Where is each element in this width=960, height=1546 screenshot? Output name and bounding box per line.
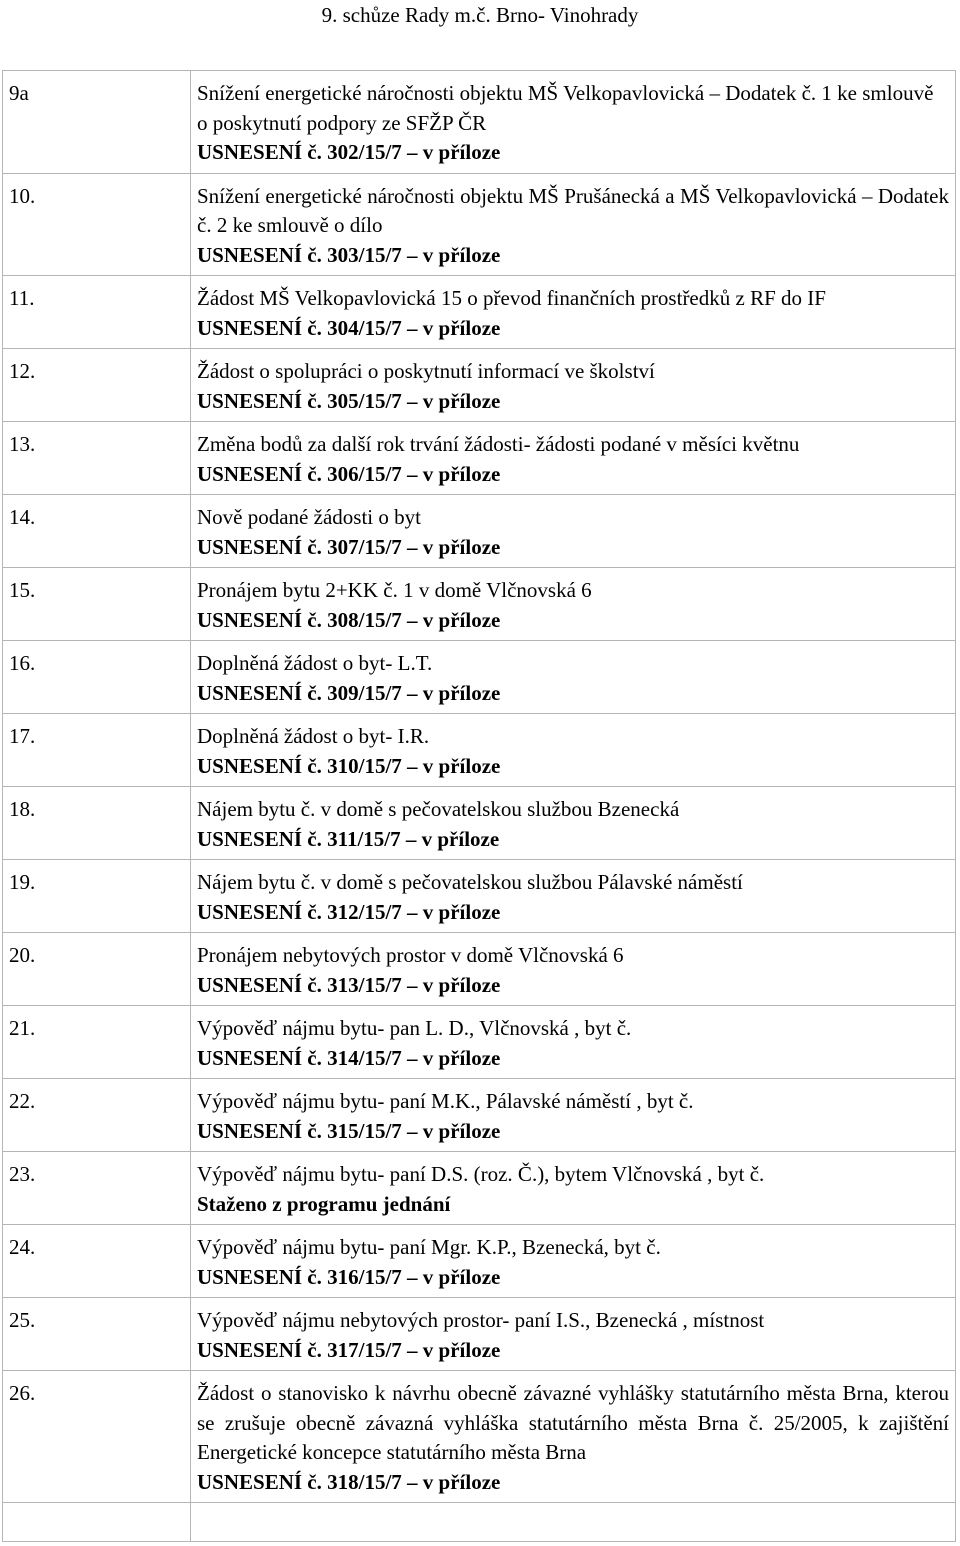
agenda-item-resolution: USNESENÍ č. 304/15/7 – v příloze xyxy=(197,315,501,340)
agenda-item-title: Výpověď nájmu bytu- paní M.K., Pálavské náměstí , byt č. xyxy=(197,1089,694,1113)
agenda-row xyxy=(3,1152,956,1225)
agenda-item-resolution: USNESENÍ č. 311/15/7 – v příloze xyxy=(197,826,500,851)
agenda-item-number: 16. xyxy=(9,651,36,675)
agenda-item-number-cell xyxy=(3,568,191,641)
agenda-item-number-cell xyxy=(3,1371,191,1503)
agenda-item-resolution: USNESENÍ č. 312/15/7 – v příloze xyxy=(197,899,501,924)
agenda-item-content-cell xyxy=(191,1371,956,1503)
agenda-item-number-cell xyxy=(3,641,191,714)
agenda-item-title: Výpověď nájmu bytu- pan L. D., Vlčnovská , byt č. xyxy=(197,1016,632,1040)
agenda-item-number: 14. xyxy=(9,505,36,529)
agenda-item-title: Pronájem nebytových prostor v domě Vlčnovská 6 xyxy=(197,943,624,967)
agenda-item-number-cell xyxy=(3,349,191,422)
agenda-item-resolution: USNESENÍ č. 313/15/7 – v příloze xyxy=(197,972,501,997)
agenda-item-number-cell xyxy=(3,787,191,860)
agenda-item-title: Nájem bytu č. v domě s pečovatelskou službou Bzenecká xyxy=(197,797,680,821)
agenda-table xyxy=(2,70,956,1542)
agenda-item-content-cell xyxy=(191,641,956,714)
agenda-row xyxy=(3,568,956,641)
agenda-item-content-cell xyxy=(191,787,956,860)
agenda-row xyxy=(3,349,956,422)
agenda-item-resolution: USNESENÍ č. 315/15/7 – v příloze xyxy=(197,1118,501,1143)
agenda-item-content-cell xyxy=(191,173,956,276)
agenda-item-number-cell xyxy=(3,1079,191,1152)
agenda-item-content-cell xyxy=(191,349,956,422)
agenda-item-number-cell xyxy=(3,860,191,933)
agenda-item-content-cell xyxy=(191,933,956,1006)
agenda-item-number: 20. xyxy=(9,943,36,967)
agenda-item-number-cell xyxy=(3,173,191,276)
agenda-item-title: Výpověď nájmu bytu- paní Mgr. K.P., Bzenecká, byt č. xyxy=(197,1235,661,1259)
agenda-row xyxy=(3,1079,956,1152)
agenda-item-resolution: USNESENÍ č. 307/15/7 – v příloze xyxy=(197,534,501,559)
agenda-item-resolution: USNESENÍ č. 317/15/7 – v příloze xyxy=(197,1337,501,1362)
agenda-item-number: 25. xyxy=(9,1308,36,1332)
agenda-item-title: Žádost o stanovisko k návrhu obecně závazné vyhlášky statutárního města Brna, kterou se zrušuje obecně závazná vyhláška statutárního města Brna č. 25/2005, k zajištění Energetické koncepce statutárního města Brna xyxy=(197,1381,949,1464)
agenda-item-number: 19. xyxy=(9,870,36,894)
agenda-item-title: Snížení energetické náročnosti objektu MŠ Prušánecká a MŠ Velkopavlovická – Dodatek č. 2 ke smlouvě o dílo xyxy=(197,183,949,237)
agenda-item-title: Výpověď nájmu bytu- paní D.S. (roz. Č.), bytem Vlčnovská , byt č. xyxy=(197,1162,765,1186)
agenda-item-resolution: USNESENÍ č. 302/15/7 – v příloze xyxy=(197,140,501,164)
agenda-item-number-cell xyxy=(3,422,191,495)
agenda-item-content-cell xyxy=(191,1079,956,1152)
agenda-item-resolution: USNESENÍ č. 303/15/7 – v příloze xyxy=(197,242,501,267)
agenda-item-number: 17. xyxy=(9,724,36,748)
agenda-item-title: Nájem bytu č. v domě s pečovatelskou službou Pálavské náměstí xyxy=(197,870,743,894)
agenda-item-number-cell xyxy=(3,71,191,174)
agenda-item-number: 22. xyxy=(9,1089,36,1113)
agenda-item-number: 9a xyxy=(9,81,29,105)
agenda-item-number: 26. xyxy=(9,1381,36,1405)
page-title: 9. schůze Rady m.č. Brno- Vinohrady xyxy=(321,3,639,27)
agenda-item-number-cell xyxy=(3,1006,191,1079)
agenda-item-resolution: USNESENÍ č. 306/15/7 – v příloze xyxy=(197,461,501,486)
agenda-item-resolution: Staženo z programu jednání xyxy=(197,1191,451,1216)
agenda-item-number-cell xyxy=(3,276,191,349)
agenda-item-content-cell xyxy=(191,1225,956,1298)
page-header xyxy=(0,0,960,30)
agenda-row xyxy=(3,1298,956,1371)
agenda-row xyxy=(3,422,956,495)
agenda-item-number: 12. xyxy=(9,359,36,383)
agenda-item-content-cell xyxy=(191,1006,956,1079)
agenda-item-title: Doplněná žádost o byt- L.T. xyxy=(197,651,433,675)
agenda-item-content-cell xyxy=(191,860,956,933)
agenda-item-resolution: USNESENÍ č. 305/15/7 – v příloze xyxy=(197,388,501,413)
agenda-row xyxy=(3,173,956,276)
agenda-row xyxy=(3,787,956,860)
agenda-row xyxy=(3,933,956,1006)
agenda-item-resolution: USNESENÍ č. 314/15/7 – v příloze xyxy=(197,1045,501,1070)
agenda-row xyxy=(3,860,956,933)
agenda-item-number-cell xyxy=(3,933,191,1006)
agenda-item-title: Snížení energetické náročnosti objektu MŠ Velkopavlovická – Dodatek č. 1 ke smlouvě o poskytnutí podpory ze SFŽP ČR xyxy=(197,81,934,135)
agenda-item-content-cell xyxy=(191,1152,956,1225)
agenda-row xyxy=(3,1225,956,1298)
agenda-row xyxy=(3,1006,956,1079)
agenda-row xyxy=(3,641,956,714)
agenda-item-number: 13. xyxy=(9,432,36,456)
agenda-item-title: Žádost o spolupráci o poskytnutí informací ve školství xyxy=(197,359,655,383)
agenda-item-number: 24. xyxy=(9,1235,36,1259)
agenda-item-number: 23. xyxy=(9,1162,36,1186)
agenda-empty-row xyxy=(3,1503,956,1542)
agenda-item-content-cell xyxy=(191,276,956,349)
agenda-row xyxy=(3,495,956,568)
empty-cell xyxy=(191,1503,956,1542)
agenda-item-title: Nově podané žádosti o byt xyxy=(197,505,421,529)
agenda-row xyxy=(3,714,956,787)
agenda-item-content-cell xyxy=(191,714,956,787)
agenda-item-resolution: USNESENÍ č. 309/15/7 – v příloze xyxy=(197,680,501,705)
agenda-item-content-cell xyxy=(191,495,956,568)
agenda-item-content-cell xyxy=(191,71,956,174)
agenda-item-title: Doplněná žádost o byt- I.R. xyxy=(197,724,430,748)
agenda-item-number-cell xyxy=(3,714,191,787)
agenda-item-number: 18. xyxy=(9,797,36,821)
agenda-row xyxy=(3,1371,956,1503)
agenda-row xyxy=(3,71,956,174)
agenda-item-number: 11. xyxy=(9,286,35,310)
agenda-item-title: Změna bodů za další rok trvání žádosti- žádosti podané v měsíci květnu xyxy=(197,432,800,456)
agenda-item-content-cell xyxy=(191,422,956,495)
agenda-item-number: 10. xyxy=(9,183,36,208)
agenda-item-resolution: USNESENÍ č. 316/15/7 – v příloze xyxy=(197,1264,501,1289)
agenda-item-number: 15. xyxy=(9,578,36,602)
agenda-item-resolution: USNESENÍ č. 318/15/7 – v příloze xyxy=(197,1469,501,1494)
agenda-table-body xyxy=(3,71,956,1542)
agenda-item-number-cell xyxy=(3,1225,191,1298)
empty-cell xyxy=(3,1503,191,1542)
agenda-item-resolution: USNESENÍ č. 310/15/7 – v příloze xyxy=(197,753,501,778)
agenda-item-number-cell xyxy=(3,1152,191,1225)
agenda-item-resolution: USNESENÍ č. 308/15/7 – v příloze xyxy=(197,607,501,632)
agenda-item-number-cell xyxy=(3,1298,191,1371)
agenda-item-title: Žádost MŠ Velkopavlovická 15 o převod finančních prostředků z RF do IF xyxy=(197,286,826,310)
agenda-item-content-cell xyxy=(191,568,956,641)
agenda-item-number: 21. xyxy=(9,1016,36,1040)
agenda-item-number-cell xyxy=(3,495,191,568)
agenda-item-title: Pronájem bytu 2+KK č. 1 v domě Vlčnovská 6 xyxy=(197,578,592,602)
agenda-item-title: Výpověď nájmu nebytových prostor- paní I.S., Bzenecká , místnost xyxy=(197,1308,765,1332)
agenda-item-content-cell xyxy=(191,1298,956,1371)
agenda-row xyxy=(3,276,956,349)
